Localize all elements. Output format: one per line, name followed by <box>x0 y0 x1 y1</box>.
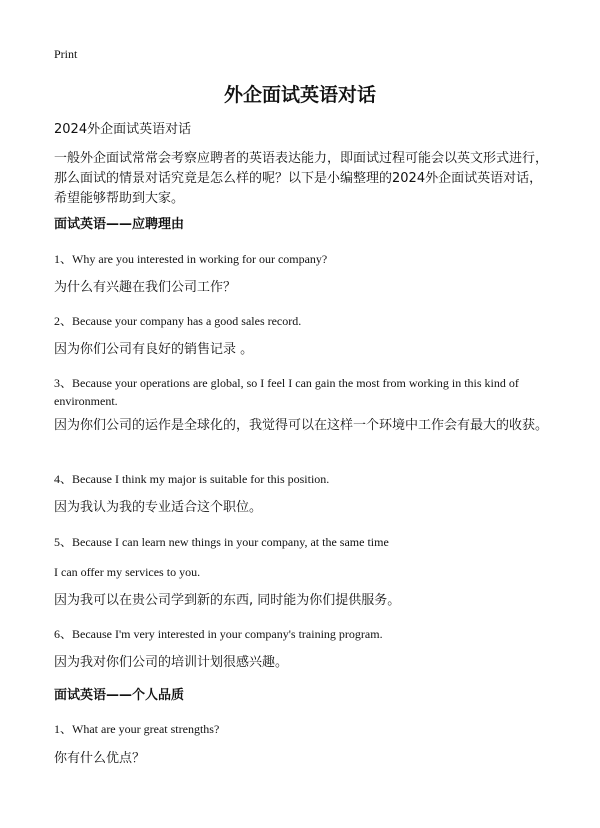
document-page <box>54 0 554 828</box>
answer-6-zh: 因为我对你们公司的培训计划很感兴趣。 <box>54 655 289 670</box>
intro-paragraph: 一般外企面试常常会考察应聘者的英语表达能力，即面试过程可能会以英文形式进行，那么面试的情景对话究竟是怎么样的呢？以下是小编整理的2024外企面试英语对话，希望能够帮助到大家。 <box>54 151 549 206</box>
section-heading-qualities: 面试英语——个人品质 <box>54 688 185 703</box>
question-2-1-en: 1、What are your great strengths? <box>54 722 220 736</box>
question-2-1-zh: 你有什么优点？ <box>54 751 146 766</box>
answer-5-zh: 因为我可以在贵公司学到新的东西, 同时能为你们提供服务。 <box>54 593 401 608</box>
answer-4-en: 4、Because I think my major is suitable for this position. <box>54 472 330 486</box>
answer-5-en-line1: 5、Because I can learn new things in your company, at the same time <box>54 535 389 549</box>
section-heading-reasons: 面试英语——应聘理由 <box>54 217 185 232</box>
answer-3-en: 3、Because your operations are global, so I feel I can gain the most from working in this kind of environment. <box>54 376 519 408</box>
answer-2-en: 2、Because your company has a good sales record. <box>54 314 302 328</box>
answer-4-zh: 因为我认为我的专业适合这个职位。 <box>54 500 263 515</box>
question-1-zh: 为什么有兴趣在我们公司工作？ <box>54 280 237 295</box>
answer-3-zh: 因为你们公司的运作是全球化的，我觉得可以在这样一个环境中工作会有最大的收获。 <box>54 418 549 433</box>
subtitle: 2024外企面试英语对话 <box>54 122 192 137</box>
page-title: 外企面试英语对话 <box>223 84 376 106</box>
question-1-en: 1、Why are you interested in working for our company? <box>54 252 328 266</box>
answer-5-en-line2: I can offer my services to you. <box>54 565 201 579</box>
print-link[interactable]: Print <box>54 47 78 61</box>
answer-6-en: 6、Because I'm very interested in your company's training program. <box>54 627 383 641</box>
answer-2-zh: 因为你们公司有良好的销售记录 。 <box>54 342 254 357</box>
